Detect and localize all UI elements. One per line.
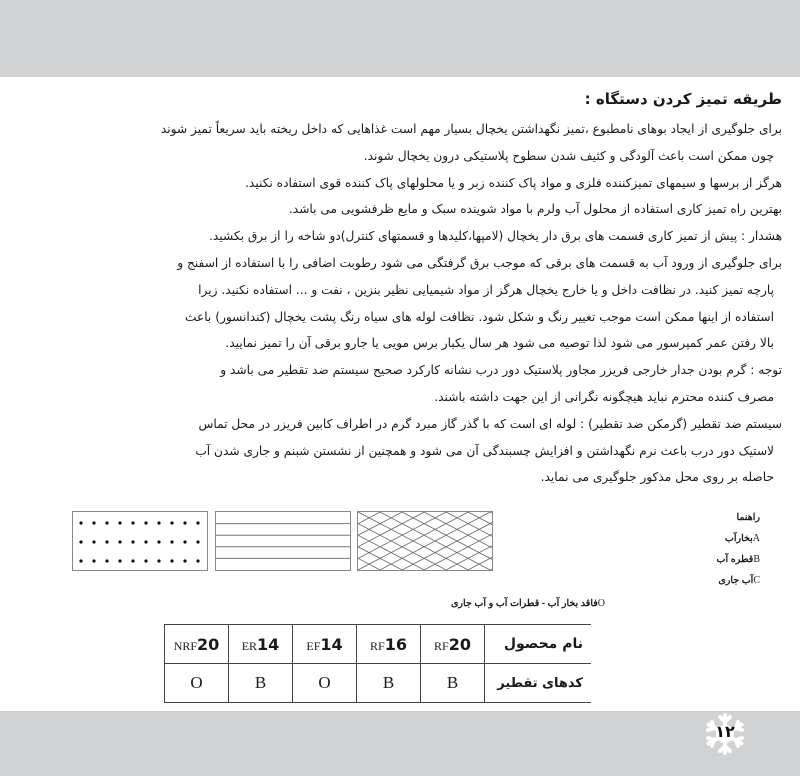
pattern-dot — [170, 540, 173, 543]
pattern-hatch — [468, 512, 492, 570]
row-header-code: کدهای تقطیر — [485, 664, 592, 703]
legend-title: راهنما — [736, 512, 760, 523]
model-prefix: NRF — [173, 638, 198, 653]
pattern-dot — [157, 521, 160, 524]
pattern-dot — [105, 521, 108, 524]
paragraph-line: هرگز از برسها و سیمهای تمیزکننده فلزی و مواد پاک کننده زبر و یا محلولهای پاک کننده قوی استفاده نکنید. — [245, 175, 782, 190]
legend-item — [717, 549, 760, 570]
model-number: 14 — [257, 634, 280, 654]
pattern-dot — [196, 559, 199, 562]
legend — [717, 507, 760, 591]
pattern-dot — [157, 540, 160, 543]
pattern-hatch — [424, 512, 492, 570]
paragraph-line: مصرف کننده محترم نباید هیچگونه نگرانی از این جهت داشته باشند. — [434, 389, 774, 404]
pattern-dot — [131, 540, 134, 543]
legend-label: آب جاری — [718, 575, 754, 586]
pattern-hatch — [358, 512, 446, 570]
paragraph-line: پارچه تمیز کنید. در نظافت داخل و یا خارج یخچال هرگز از مواد شیمیایی نظیر بنزین ، نفت و ... استفاده نکنید. زیرا — [198, 282, 774, 297]
pattern-dot — [196, 521, 199, 524]
pattern-dot — [92, 559, 95, 562]
page-number: ۱۲ — [715, 722, 735, 741]
legend-item-none — [451, 598, 605, 609]
code-cell: B — [229, 664, 293, 703]
crosshatch-pattern-icon — [358, 512, 492, 570]
legend-item — [717, 528, 760, 549]
pattern-swatch-dots — [72, 511, 208, 571]
paragraph-line: بهترین راه تمیز کاری استفاده از محلول آب ولرم با مواد شوینده سبک و مایع ظرفشویی می باشد. — [288, 202, 782, 217]
pattern-dot — [92, 540, 95, 543]
table-row-models — [165, 625, 592, 664]
pattern-dot — [196, 540, 199, 543]
pattern-dot — [157, 559, 160, 562]
pattern-dot — [144, 521, 147, 524]
pattern-dot — [118, 540, 121, 543]
paragraph-line: استفاده از اینها ممکن است موجب تغییر رنگ و شکل شود. نظافت لوله های سیاه رنگ پشت یخچال (کندانسور) باعث — [184, 309, 774, 324]
code-cell: O — [293, 664, 357, 703]
pattern-hatch — [490, 512, 492, 570]
legend-letter: A — [752, 533, 760, 544]
pattern-dot — [79, 559, 82, 562]
pattern-dot — [118, 559, 121, 562]
pattern-dot — [79, 521, 82, 524]
paragraph-line: حاصله بر روی محل مذکور جلوگیری می نماید. — [540, 470, 774, 485]
code-cell: B — [421, 664, 485, 703]
code-cell: B — [357, 664, 421, 703]
paragraph-line: برای جلوگیری از ایجاد بوهای نامطبوع ،تمیز نگهداشتن یخچال بسیار مهم است غذاهایی که داخل ریخته باید سریعاً تمیز شوند — [160, 122, 782, 136]
pattern-dot — [170, 559, 173, 562]
condensation-codes-table — [164, 624, 591, 703]
model-number: 20 — [197, 634, 220, 654]
model-cell — [165, 625, 229, 664]
legend-label: قطره آب — [716, 554, 754, 565]
pattern-dot — [144, 540, 147, 543]
pattern-hatch — [358, 512, 402, 570]
legend-label: بخارآب — [724, 533, 753, 544]
dots-pattern-icon — [73, 512, 207, 570]
model-number: 20 — [448, 634, 471, 654]
pattern-dot — [131, 521, 134, 524]
model-prefix: RF — [370, 638, 385, 653]
table-row-codes — [165, 664, 592, 703]
lines-pattern-icon — [216, 512, 350, 570]
footer-band — [0, 711, 800, 776]
pattern-hatch — [358, 512, 446, 570]
model-cell — [421, 625, 485, 664]
model-number: 16 — [384, 634, 407, 654]
model-prefix: ER — [241, 638, 258, 653]
pattern-dot — [105, 540, 108, 543]
legend-letter: C — [753, 575, 760, 586]
model-number: 14 — [320, 634, 343, 654]
pattern-dot — [183, 559, 186, 562]
pattern-dot — [92, 521, 95, 524]
pattern-swatch-crosshatch — [357, 511, 493, 571]
model-cell — [229, 625, 293, 664]
model-prefix: EF — [306, 638, 321, 653]
warning-line: هشدار : پیش از تمیز کاری قسمت های برق دار یخچال (لامپها،کلیدها و قسمتهای کنترل)دو شاخه را از برق بکشید. — [209, 229, 782, 244]
legend-letter: O — [597, 598, 605, 609]
pattern-hatch — [358, 512, 402, 570]
legend-label: فاقد بخار آب - قطرات آب و آب جاری — [450, 598, 598, 609]
header-band — [0, 0, 800, 77]
pattern-dot — [79, 540, 82, 543]
paragraph-line: چون ممکن است باعث آلودگی و کثیف شدن سطوح پلاستیکی درون یخچال شوند. — [363, 148, 774, 163]
page-number-badge — [703, 712, 747, 756]
pattern-dot — [183, 540, 186, 543]
pattern-hatch — [490, 512, 492, 570]
pattern-dot — [118, 521, 121, 524]
pattern-dot — [170, 521, 173, 524]
pattern-hatch — [468, 512, 492, 570]
paragraph-line: لاستیک دور درب باعث نرم نگهداشتن و افزایش چسبندگی آن می شود و همچنین از نشستن شبنم و جاری شدن آب — [195, 443, 774, 458]
legend-letter: B — [753, 554, 760, 565]
legend-item — [717, 570, 760, 591]
pattern-dot — [183, 521, 186, 524]
note-line: توجه : گرم بودن جدار خارجی فریزر مجاور پلاستیک دور درب نشانه کارکرد صحیح سیستم ضد تقطیر می باشد و — [220, 363, 782, 378]
model-cell — [357, 625, 421, 664]
model-prefix: RF — [434, 638, 449, 653]
cleaning-instructions — [40, 88, 782, 491]
model-cell — [293, 625, 357, 664]
pattern-dot — [105, 559, 108, 562]
anti-condensation-line: سیستم ضد تقطیر (گرمکن ضد تقطیر) : لوله ای است که با گذر گاز مبرد گرم در اطراف کابین فریزر در محل تماس — [198, 416, 782, 431]
pattern-dot — [131, 559, 134, 562]
code-cell: O — [165, 664, 229, 703]
paragraph-line: بالا رفتن عمر کمپرسور می شود لذا توصیه می شود هر سال یکبار برس مویی یا جارو برقی آن را تمیز نمایید. — [225, 336, 774, 351]
section-title: طریقه تمیز کردن دستگاه : — [584, 90, 782, 108]
row-header-model: نام محصول — [485, 625, 592, 664]
pattern-dot — [144, 559, 147, 562]
paragraph-line: برای جلوگیری از ورود آب به قسمت های برقی که موجب برق گرفتگی می شود رطوبت اضافی را با استفاده از اسفنج و — [177, 255, 782, 270]
pattern-swatch-lines — [215, 511, 351, 571]
pattern-hatch — [424, 512, 492, 570]
